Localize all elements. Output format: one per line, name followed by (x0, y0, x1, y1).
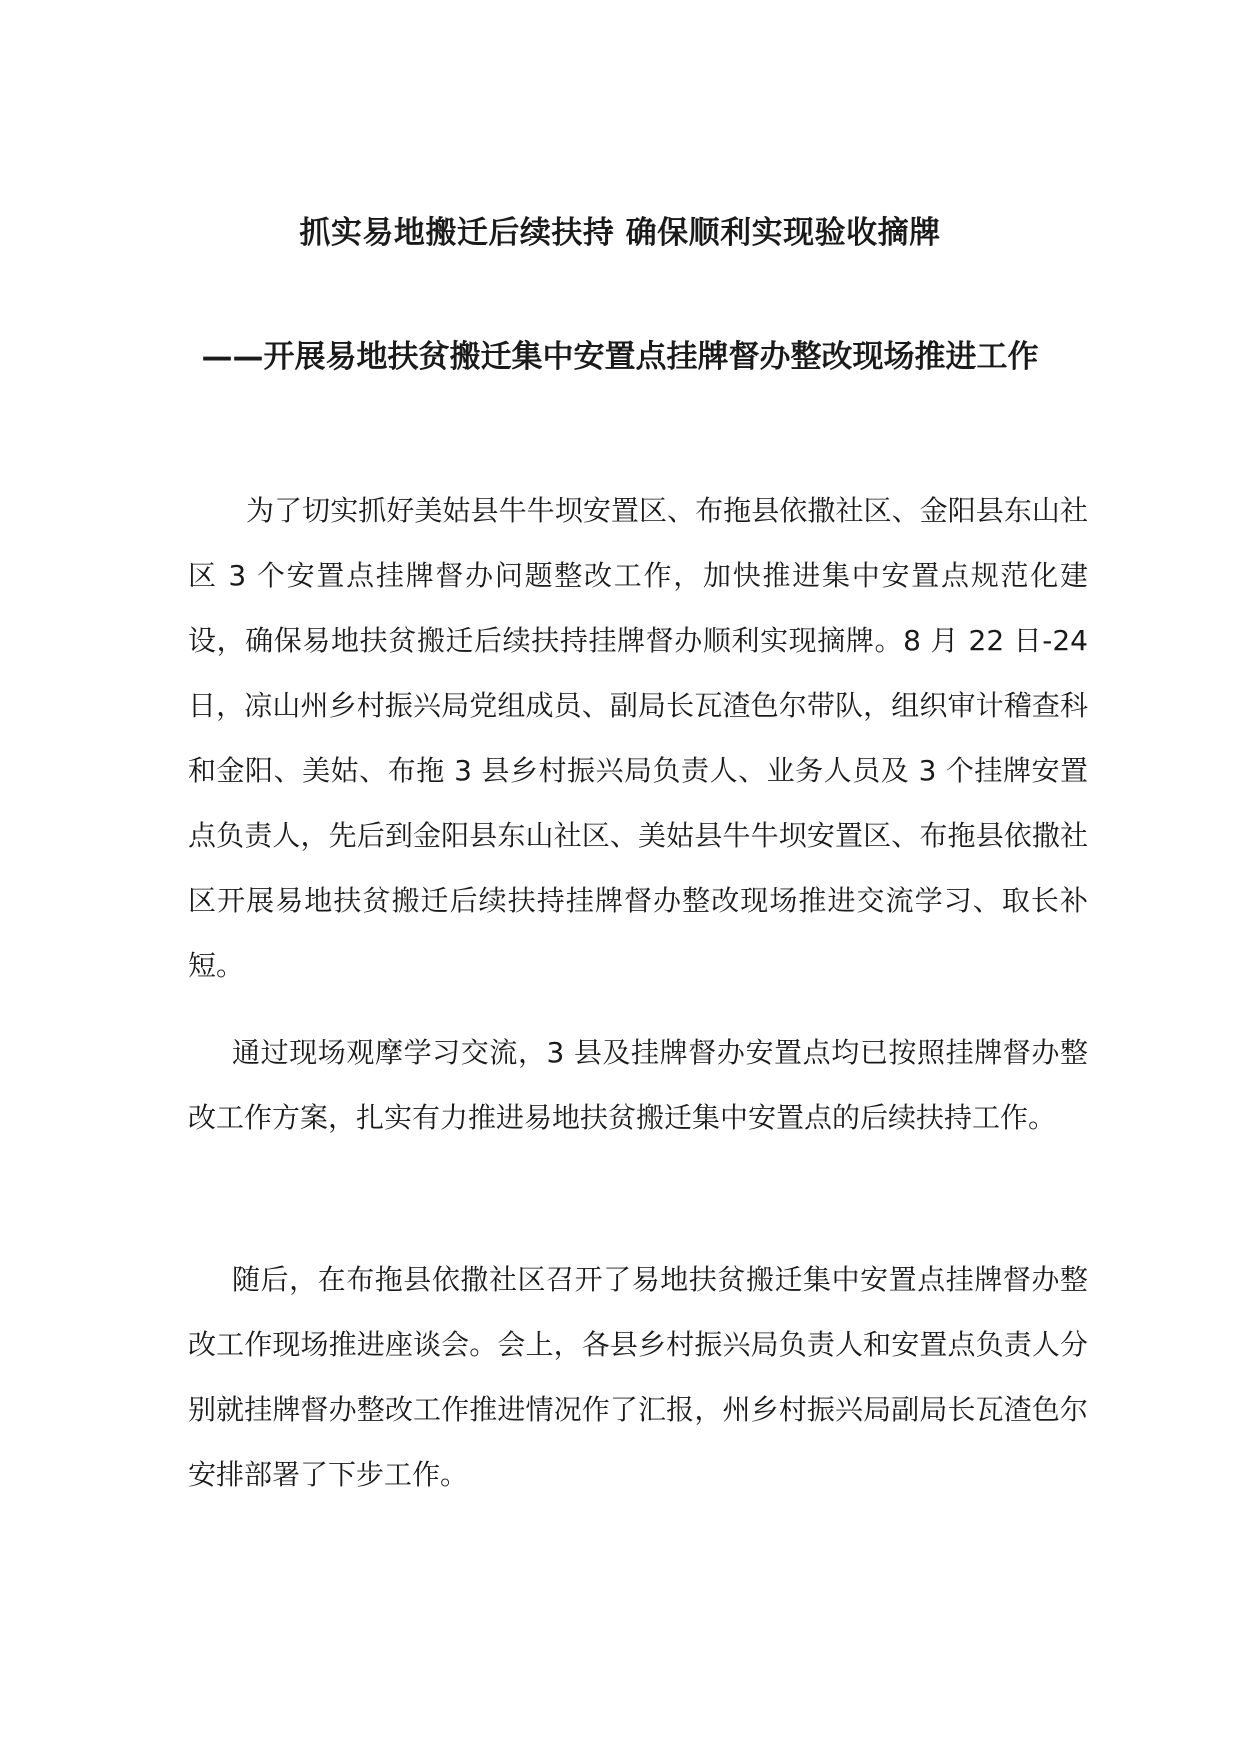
body-paragraph-3: 随后，在布拖县依撒社区召开了易地扶贫搬迁集中安置点挂牌督办整改工作现场推进座谈会。会上，各县乡村振兴局负责人和安置点负责人分别就挂牌督办整改工作推进情况作了汇报，州乡村振兴局副局长瓦渣色尔安排部署了下步工作。 (188, 1263, 1088, 1491)
body-paragraph-2: 通过现场观摩学习交流，3 县及挂牌督办安置点均已按照挂牌督办整改工作方案，扎实有力推进易地扶贫搬迁集中安置点的后续扶持工作。 (188, 1036, 1088, 1134)
body-paragraph-1: 为了切实抓好美姑县牛牛坝安置区、布拖县依撒社区、金阳县东山社区 3 个安置点挂牌督办问题整改工作，加快推进集中安置点规范化建设，确保易地扶贫搬迁后续扶持挂牌督办顺利实现摘牌。8 月 22 日-24 日，凉山州乡村振兴局党组成员、副局长瓦渣色尔带队，组织审计稽查科和金阳、美姑、布拖 3 县乡村振兴局负责人、业务人员及 3 个挂牌安置点负责人，先后到金阳县东山社区、美姑县牛牛坝安置区、布拖县依撒社区开展易地扶贫搬迁后续扶持挂牌督办整改现场推进交流学习、取长补短。 (188, 494, 1088, 982)
document-subtitle: ——开展易地扶贫搬迁集中安置点挂牌督办整改现场推进工作 (201, 339, 1039, 375)
document-title: 抓实易地搬迁后续扶持 确保顺利实现验收摘牌 (299, 215, 941, 251)
